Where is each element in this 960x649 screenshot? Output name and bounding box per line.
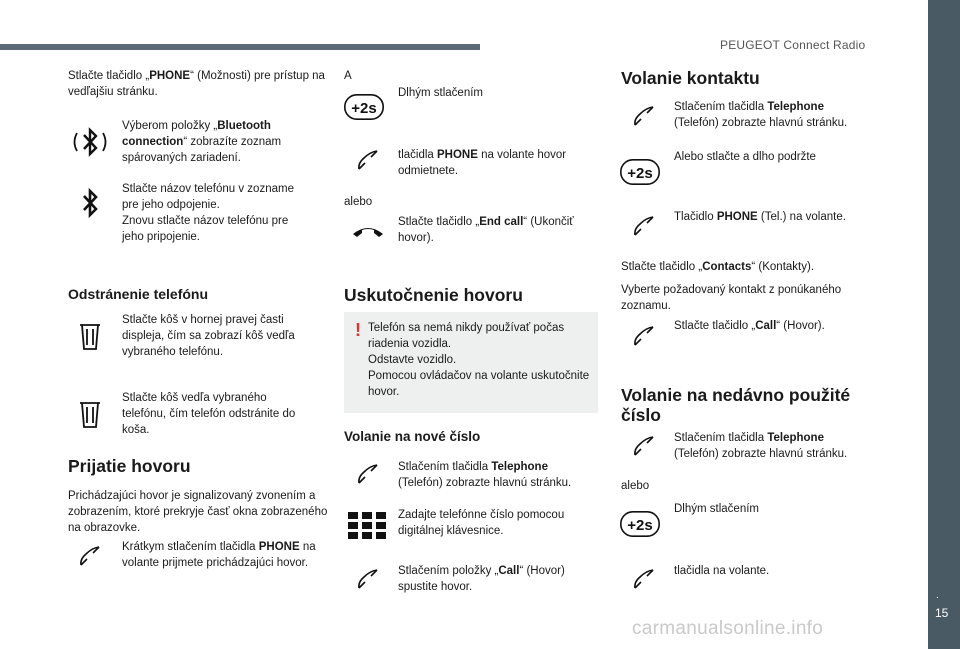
contact-step-5: Vyberte požadovaný kontakt z ponúkaného zoznamu. (621, 284, 842, 312)
new-number-step-2: Zadajte telefónne číslo pomocou digitálnej klávesnice. (398, 509, 565, 537)
end-call-icon (350, 218, 386, 242)
contact-step-1: Stlačením tlačidla Telephone (Telefón) zobrazte hlavnú stránku. (674, 101, 848, 129)
watermark: carmanualsonline.info (632, 618, 824, 639)
new-number-heading: Volanie na nové číslo (344, 429, 481, 444)
recent-step-3: tlačidla na volante. (674, 565, 770, 577)
new-number-step-3: Stlačením položky „Call“ (Hovor) spustite hovor. (398, 565, 565, 593)
intro-text: Stlačte tlačidlo „PHONE“ (Možnosti) pre prístup na vedľajšiu stránku. (68, 70, 325, 98)
long-press-text: Dlhým stlačením (398, 87, 483, 99)
phone-name-text: Stlačte názov telefónu v zozname pre jeho odpojenie. Znovu stlačte názov telefónu pre jeho pripojenie. (122, 183, 294, 243)
recent-number-heading: Volanie na nedávno použité číslo (621, 385, 851, 425)
trash-icon-2 (78, 400, 102, 430)
phone-handset-icon-8 (632, 434, 656, 458)
phone-handset-icon-2 (356, 148, 380, 172)
trash-text-1: Stlačte kôš v hornej pravej časti displeja, čím sa zobrazí kôš vedľa vybraného telefónu. (122, 314, 295, 358)
phone-handset-icon (78, 544, 102, 568)
trash-text-2: Stlačte kôš vedľa vybraného telefónu, čím telefón odstránite do koša. (122, 392, 296, 436)
remove-phone-heading: Odstránenie telefónu (68, 286, 209, 302)
page-dot: . (936, 590, 939, 601)
header-title: PEUGEOT Connect Radio (720, 38, 866, 52)
bluetooth-connection-text: Výberom položky „Bluetooth connection“ zobrazíte zoznam spárovaných zariadení. (122, 120, 282, 164)
receive-call-text: Prichádzajúci hovor je signalizovaný zvonením a zobrazením, ktoré prekryje časť okna zobrazeného na obrazovke. (68, 490, 328, 534)
contact-step-2: Alebo stlačte a dlho podržte (674, 151, 816, 163)
phone-handset-icon-7 (632, 324, 656, 348)
page-sidebar (928, 0, 960, 649)
or-text-1: alebo (344, 196, 373, 208)
phone-handset-icon-3 (356, 462, 380, 486)
svg-text:+2s: +2s (627, 165, 653, 182)
phone-handset-icon-4 (356, 567, 380, 591)
press-2s-icon (344, 94, 384, 120)
warning-icon: ! (355, 320, 361, 340)
recent-step-2: Dlhým stlačením (674, 503, 759, 515)
phone-handset-icon-6 (632, 214, 656, 238)
svg-text:+2s: +2s (627, 517, 653, 534)
svg-text:+2s: +2s (351, 100, 377, 117)
make-call-heading: Uskutočnenie hovoru (344, 285, 523, 305)
phone-handset-icon-9 (632, 567, 656, 591)
or-text-2: alebo (621, 480, 650, 492)
contact-call-heading: Volanie kontaktu (621, 68, 760, 88)
recent-step-1: Stlačením tlačidla Telephone (Telefón) zobrazte hlavnú stránku. (674, 432, 848, 460)
end-call-text: Stlačte tlačidlo „End call“ (Ukončiť hovor). (398, 216, 574, 244)
keypad-icon (348, 512, 386, 540)
bluetooth-connection-icon (72, 122, 108, 162)
contact-step-3: Tlačidlo PHONE (Tel.) na volante. (674, 211, 846, 223)
page-number: 15 (935, 606, 949, 620)
bluetooth-icon (78, 186, 102, 222)
receive-call-heading: Prijatie hovoru (68, 456, 191, 476)
warning-text: Telefón sa nemá nikdy používať počas riadenia vozidla. Odstavte vozidlo. Pomocou ovládačov na volante uskutočnite hovor. (368, 322, 590, 398)
phone-handset-icon-5 (632, 104, 656, 128)
contact-step-6: Stlačte tlačidlo „Call“ (Hovor). (674, 320, 825, 332)
trash-icon (78, 322, 102, 352)
new-number-step-1: Stlačením tlačidla Telephone (Telefón) zobrazte hlavnú stránku. (398, 461, 572, 489)
label-a: A (344, 70, 352, 82)
press-2s-icon-2 (620, 159, 660, 185)
press-2s-icon-3 (620, 511, 660, 537)
reject-call-text: tlačidla PHONE na volante hovor odmietnete. (398, 149, 567, 177)
header-bar (0, 44, 480, 50)
receive-call-instruction: Krátkym stlačením tlačidla PHONE na volante prijmete prichádzajúci hovor. (122, 541, 316, 569)
contact-step-4: Stlačte tlačidlo „Contacts“ (Kontakty). (621, 261, 815, 273)
